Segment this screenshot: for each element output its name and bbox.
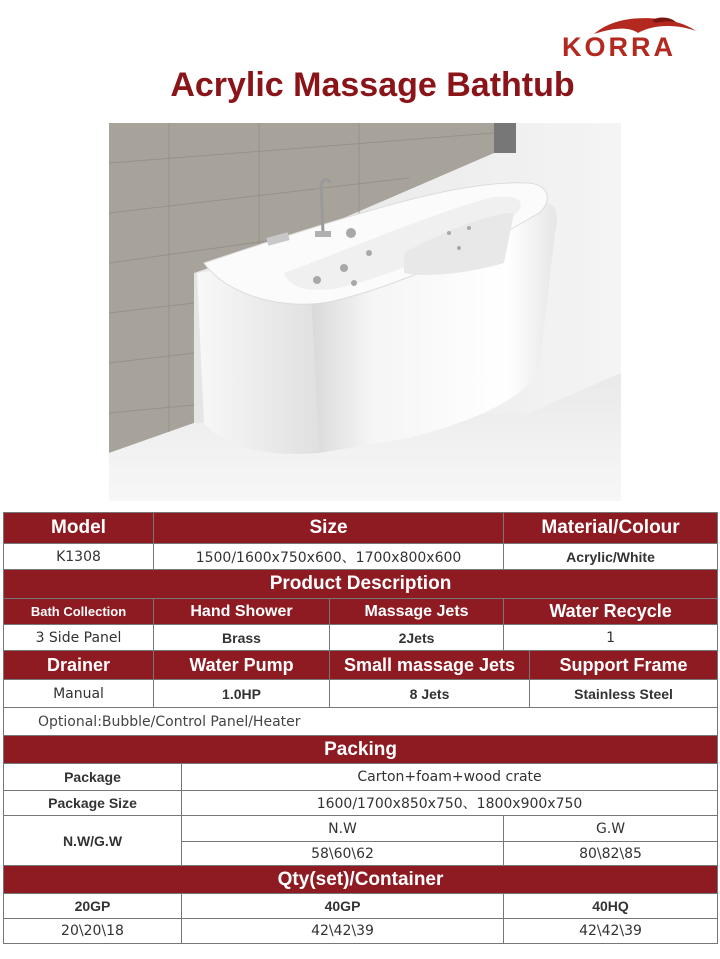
water-pump-header: Water Pump <box>154 651 330 680</box>
container-20gp-header: 20GP <box>4 894 182 919</box>
size-value: 1500/1600x750x600、1700x800x600 <box>154 544 504 570</box>
drainer-value: Manual <box>4 680 154 708</box>
container-40hq-value: 42\42\39 <box>504 919 718 944</box>
model-value: K1308 <box>4 544 154 570</box>
nw-label: N.W <box>182 816 504 842</box>
bath-collection-header: Bath Collection <box>4 599 154 625</box>
size-header: Size <box>154 513 504 544</box>
support-frame-value: Stainless Steel <box>530 680 718 708</box>
container-header: Qty(set)/Container <box>4 866 718 894</box>
massage-jets-header: Massage Jets <box>330 599 504 625</box>
brand-name: KORRA <box>562 32 676 62</box>
page-title: Acrylic Massage Bathtub <box>170 66 575 104</box>
nw-value: 58\60\62 <box>182 842 504 866</box>
container-40gp-header: 40GP <box>182 894 504 919</box>
container-40gp-value: 42\42\39 <box>182 919 504 944</box>
drainer-header: Drainer <box>4 651 154 680</box>
small-massage-jets-header: Small massage Jets <box>330 651 530 680</box>
package-size-label: Package Size <box>4 791 182 816</box>
gw-label: G.W <box>504 816 718 842</box>
hand-shower-header: Hand Shower <box>154 599 330 625</box>
water-recycle-header: Water Recycle <box>504 599 718 625</box>
material-header: Material/Colour <box>504 513 718 544</box>
product-description-header: Product Description <box>4 570 718 599</box>
gw-value: 80\82\85 <box>504 842 718 866</box>
container-40hq-header: 40HQ <box>504 894 718 919</box>
packing-header: Packing <box>4 736 718 764</box>
support-frame-header: Support Frame <box>530 651 718 680</box>
water-pump-value: 1.0HP <box>154 680 330 708</box>
small-massage-jets-value: 8 Jets <box>330 680 530 708</box>
product-photo <box>109 123 621 501</box>
massage-jets-value: 2Jets <box>330 625 504 651</box>
package-value: Carton+foam+wood crate <box>182 764 718 791</box>
material-value: Acrylic/White <box>504 544 718 570</box>
package-size-value: 1600/1700x850x750、1800x900x750 <box>182 791 718 816</box>
bath-collection-value: 3 Side Panel <box>4 625 154 651</box>
brand-logo <box>560 14 700 62</box>
optional-features: Optional:Bubble/Control Panel/Heater <box>4 708 718 736</box>
model-header: Model <box>4 513 154 544</box>
container-20gp-value: 20\20\18 <box>4 919 182 944</box>
hand-shower-value: Brass <box>154 625 330 651</box>
nw-gw-label: N.W/G.W <box>4 816 182 866</box>
spec-table <box>3 512 718 944</box>
water-recycle-value: 1 <box>504 625 718 651</box>
package-label: Package <box>4 764 182 791</box>
